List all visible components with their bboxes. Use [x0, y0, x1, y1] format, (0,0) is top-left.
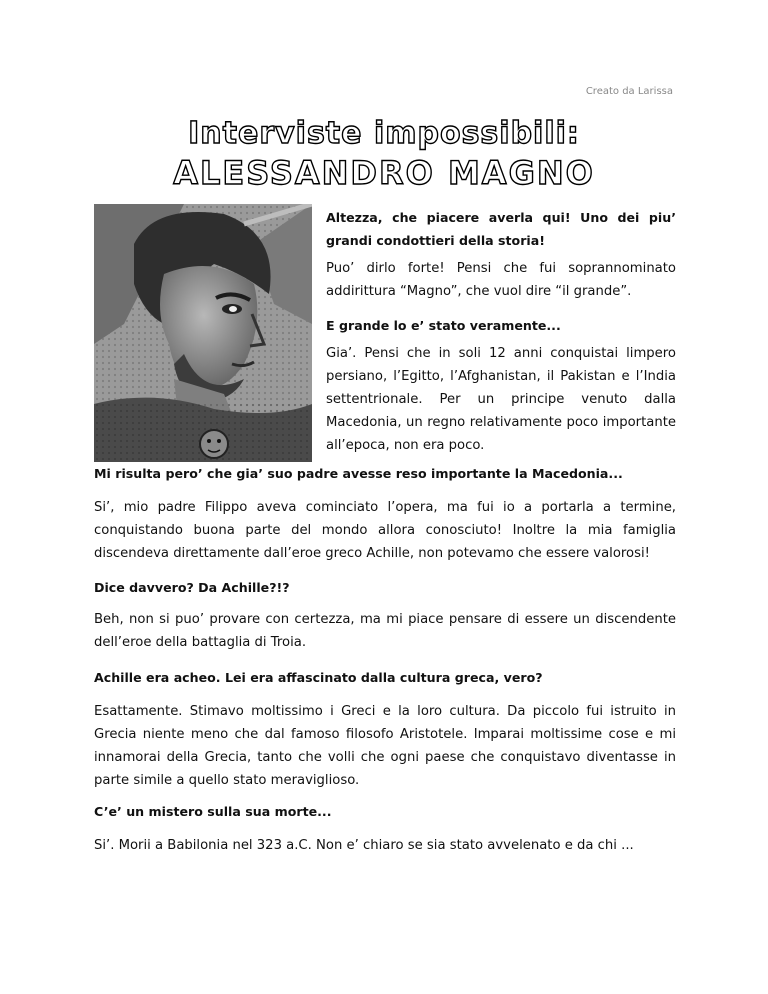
question-4: Dice davvero? Da Achille?!? — [94, 580, 290, 595]
title-line-2: ALESSANDRO MAGNO — [173, 154, 595, 192]
author-note: Creato da Larissa — [585, 86, 673, 97]
title-line-1: Interviste impossibili: — [188, 116, 580, 151]
question-2: E grande lo e’ stato veramente... — [326, 318, 561, 333]
question-6: C’e’ un mistero sulla sua morte... — [94, 804, 332, 819]
question-5: Achille era acheo. Lei era affascinato dalla cultura greca, vero? — [94, 670, 543, 685]
answer-4: Beh, non si puo’ provare con certezza, ma mi piace pensare di essere un discendente dell’eroe della battaglia di Troia. — [94, 612, 676, 650]
answer-6: Si’. Morii a Babilonia nel 323 a.C. Non e’ chiaro se sia stato avvelenato e da chi ... — [94, 838, 634, 853]
answer-5: Esattamente. Stimavo moltissimo i Greci e la loro cultura. Da piccolo fui istruito in Grecia niente meno che dal famoso filosofo Aristotele. Imparai moltissime cose e mi innamorai della Grecia, tanto che volli che ogni paese che conquistavo diventasse in parte simile a quello stato meraviglioso. — [94, 704, 676, 788]
answer-1: Puo’ dirlo forte! Pensi che fui soprannominato addirittura “Magno”, che vuol dire “il grande”. — [326, 261, 676, 299]
question-1: Altezza, che piacere averla qui! Uno dei piu’ grandi condottieri della storia! — [326, 210, 676, 248]
answer-2: Gia’. Pensi che in soli 12 anni conquistai limpero persiano, l’Egitto, l’Afghanistan, il Pakistan e l’India settentrionale. Per un principe venuto dalla Macedonia, un regno relativamente poco importante all’epoca, non era poco. — [326, 346, 676, 453]
question-3: Mi risulta pero’ che gia’ suo padre avesse reso importante la Macedonia... — [94, 466, 623, 481]
answer-3: Si’, mio padre Filippo aveva cominciato l’opera, ma fui io a portarla a termine, conquistando buona parte del mondo allora conosciuto! Inoltre la mia famiglia discendeva direttamente dall’eroe greco Achille, non potevamo che essere valorosi! — [94, 500, 676, 561]
alexander-mosaic-portrait — [94, 204, 312, 462]
